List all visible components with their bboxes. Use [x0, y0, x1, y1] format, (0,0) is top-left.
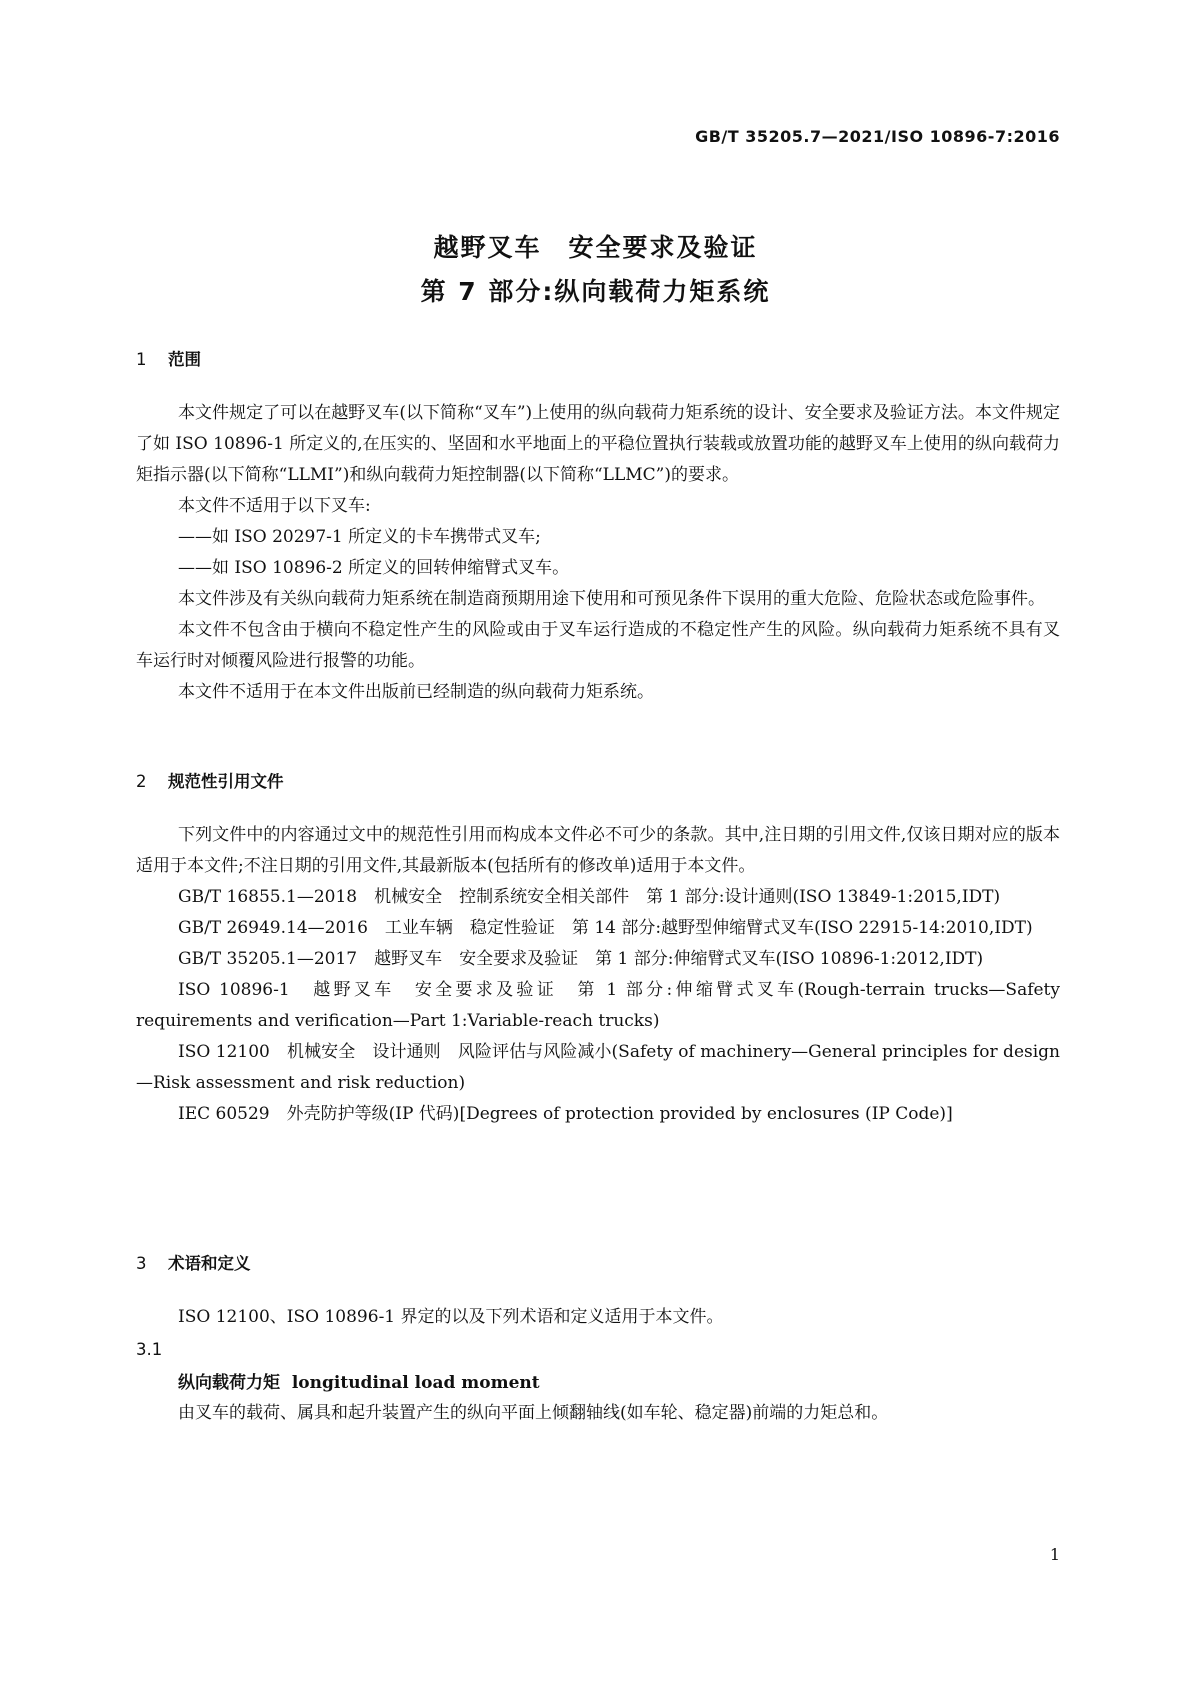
list-item: ——如 ISO 20297-1 所定义的卡车携带式叉车;: [178, 527, 541, 547]
paragraph: 本文件涉及有关纵向载荷力矩系统在制造商预期用途下使用和可预见条件下误用的重大危险、危险状态或危险事件。: [178, 589, 1045, 609]
section-title: 术语和定义: [168, 1254, 251, 1273]
paragraph: 本文件不包含由于横向不稳定性产生的风险或由于叉车运行造成的不稳定性产生的风险。纵向载荷力矩系统不具有叉车运行时对倾覆风险进行报警的功能。: [136, 620, 1060, 671]
paragraph: ISO 12100、ISO 10896-1 界定的以及下列术语和定义适用于本文件。: [178, 1307, 724, 1327]
reference-item: GB/T 16855.1—2018 机械安全 控制系统安全相关部件 第 1 部分:设计通则(ISO 13849-1:2015,IDT): [178, 887, 1001, 907]
paragraph: 本文件不适用于以下叉车:: [178, 496, 371, 516]
section-title: 规范性引用文件: [168, 772, 284, 791]
section-2-body: [136, 820, 1060, 1130]
term-english: longitudinal load moment: [291, 1373, 540, 1393]
document-title-line2: 第 7 部分:纵向载荷力矩系统: [420, 277, 771, 306]
reference-item: IEC 60529 外壳防护等级(IP 代码)[Degrees of protection provided by enclosures (IP Code)]: [178, 1104, 953, 1124]
paragraph: 本文件规定了可以在越野叉车(以下简称“叉车”)上使用的纵向载荷力矩系统的设计、安全要求及验证方法。本文件规定了如 ISO 10896-1 所定义的,在压实的、坚固和水平地面上的平稳位置执行装载或放置功能的越野叉车上使用的纵向载荷力矩指示器(以下简称“LLMI”)和纵向载荷力矩控制器(以下简称“LLMC”)的要求。: [136, 403, 1060, 485]
reference-item: GB/T 26949.14—2016 工业车辆 稳定性验证 第 14 部分:越野型伸缩臂式叉车(ISO 22915-14:2010,IDT): [178, 918, 1033, 938]
section-3-heading: [136, 1250, 251, 1274]
section-3-body: [136, 1302, 1060, 1333]
paragraph: 下列文件中的内容通过文中的规范性引用而构成本文件必不可少的条款。其中,注日期的引用文件,仅该日期对应的版本适用于本文件;不注日期的引用文件,其最新版本(包括所有的修改单)适用于本文件。: [136, 825, 1060, 876]
section-1-heading: [136, 346, 201, 370]
reference-item: GB/T 35205.1—2017 越野叉车 安全要求及验证 第 1 部分:伸缩臂式叉车(ISO 10896-1:2012,IDT): [178, 949, 984, 969]
page-number: 1: [1049, 1545, 1060, 1564]
term-entry: [178, 1368, 540, 1393]
subsection-number: 3.1: [136, 1340, 163, 1359]
term-definition: 由叉车的载荷、属具和起升装置产生的纵向平面上倾翻轴线(如车轮、稳定器)前端的力矩总和。: [178, 1403, 889, 1423]
term-chinese: 纵向载荷力矩: [178, 1373, 280, 1393]
list-item: ——如 ISO 10896-2 所定义的回转伸缩臂式叉车。: [178, 558, 570, 578]
section-2-heading: [136, 768, 284, 792]
section-number: 1: [136, 350, 147, 369]
document-title-line1: 越野叉车 安全要求及验证: [433, 233, 758, 262]
reference-item: ISO 12100 机械安全 设计通则 风险评估与风险减小(Safety of machinery—General principles for design—Risk assessment and risk reduction): [136, 1042, 1060, 1093]
standard-code: GB/T 35205.7—2021/ISO 10896-7:2016: [695, 127, 1060, 146]
section-number: 2: [136, 772, 147, 791]
reference-item: ISO 10896-1 越野叉车 安全要求及验证 第 1 部分:伸缩臂式叉车(Rough-terrain trucks—Safety requirements and verification—Part 1:Variable-reach trucks): [136, 980, 1060, 1031]
section-number: 3: [136, 1254, 147, 1273]
paragraph: 本文件不适用于在本文件出版前已经制造的纵向载荷力矩系统。: [178, 682, 654, 702]
section-1-body: [136, 398, 1060, 708]
section-title: 范围: [168, 350, 201, 369]
